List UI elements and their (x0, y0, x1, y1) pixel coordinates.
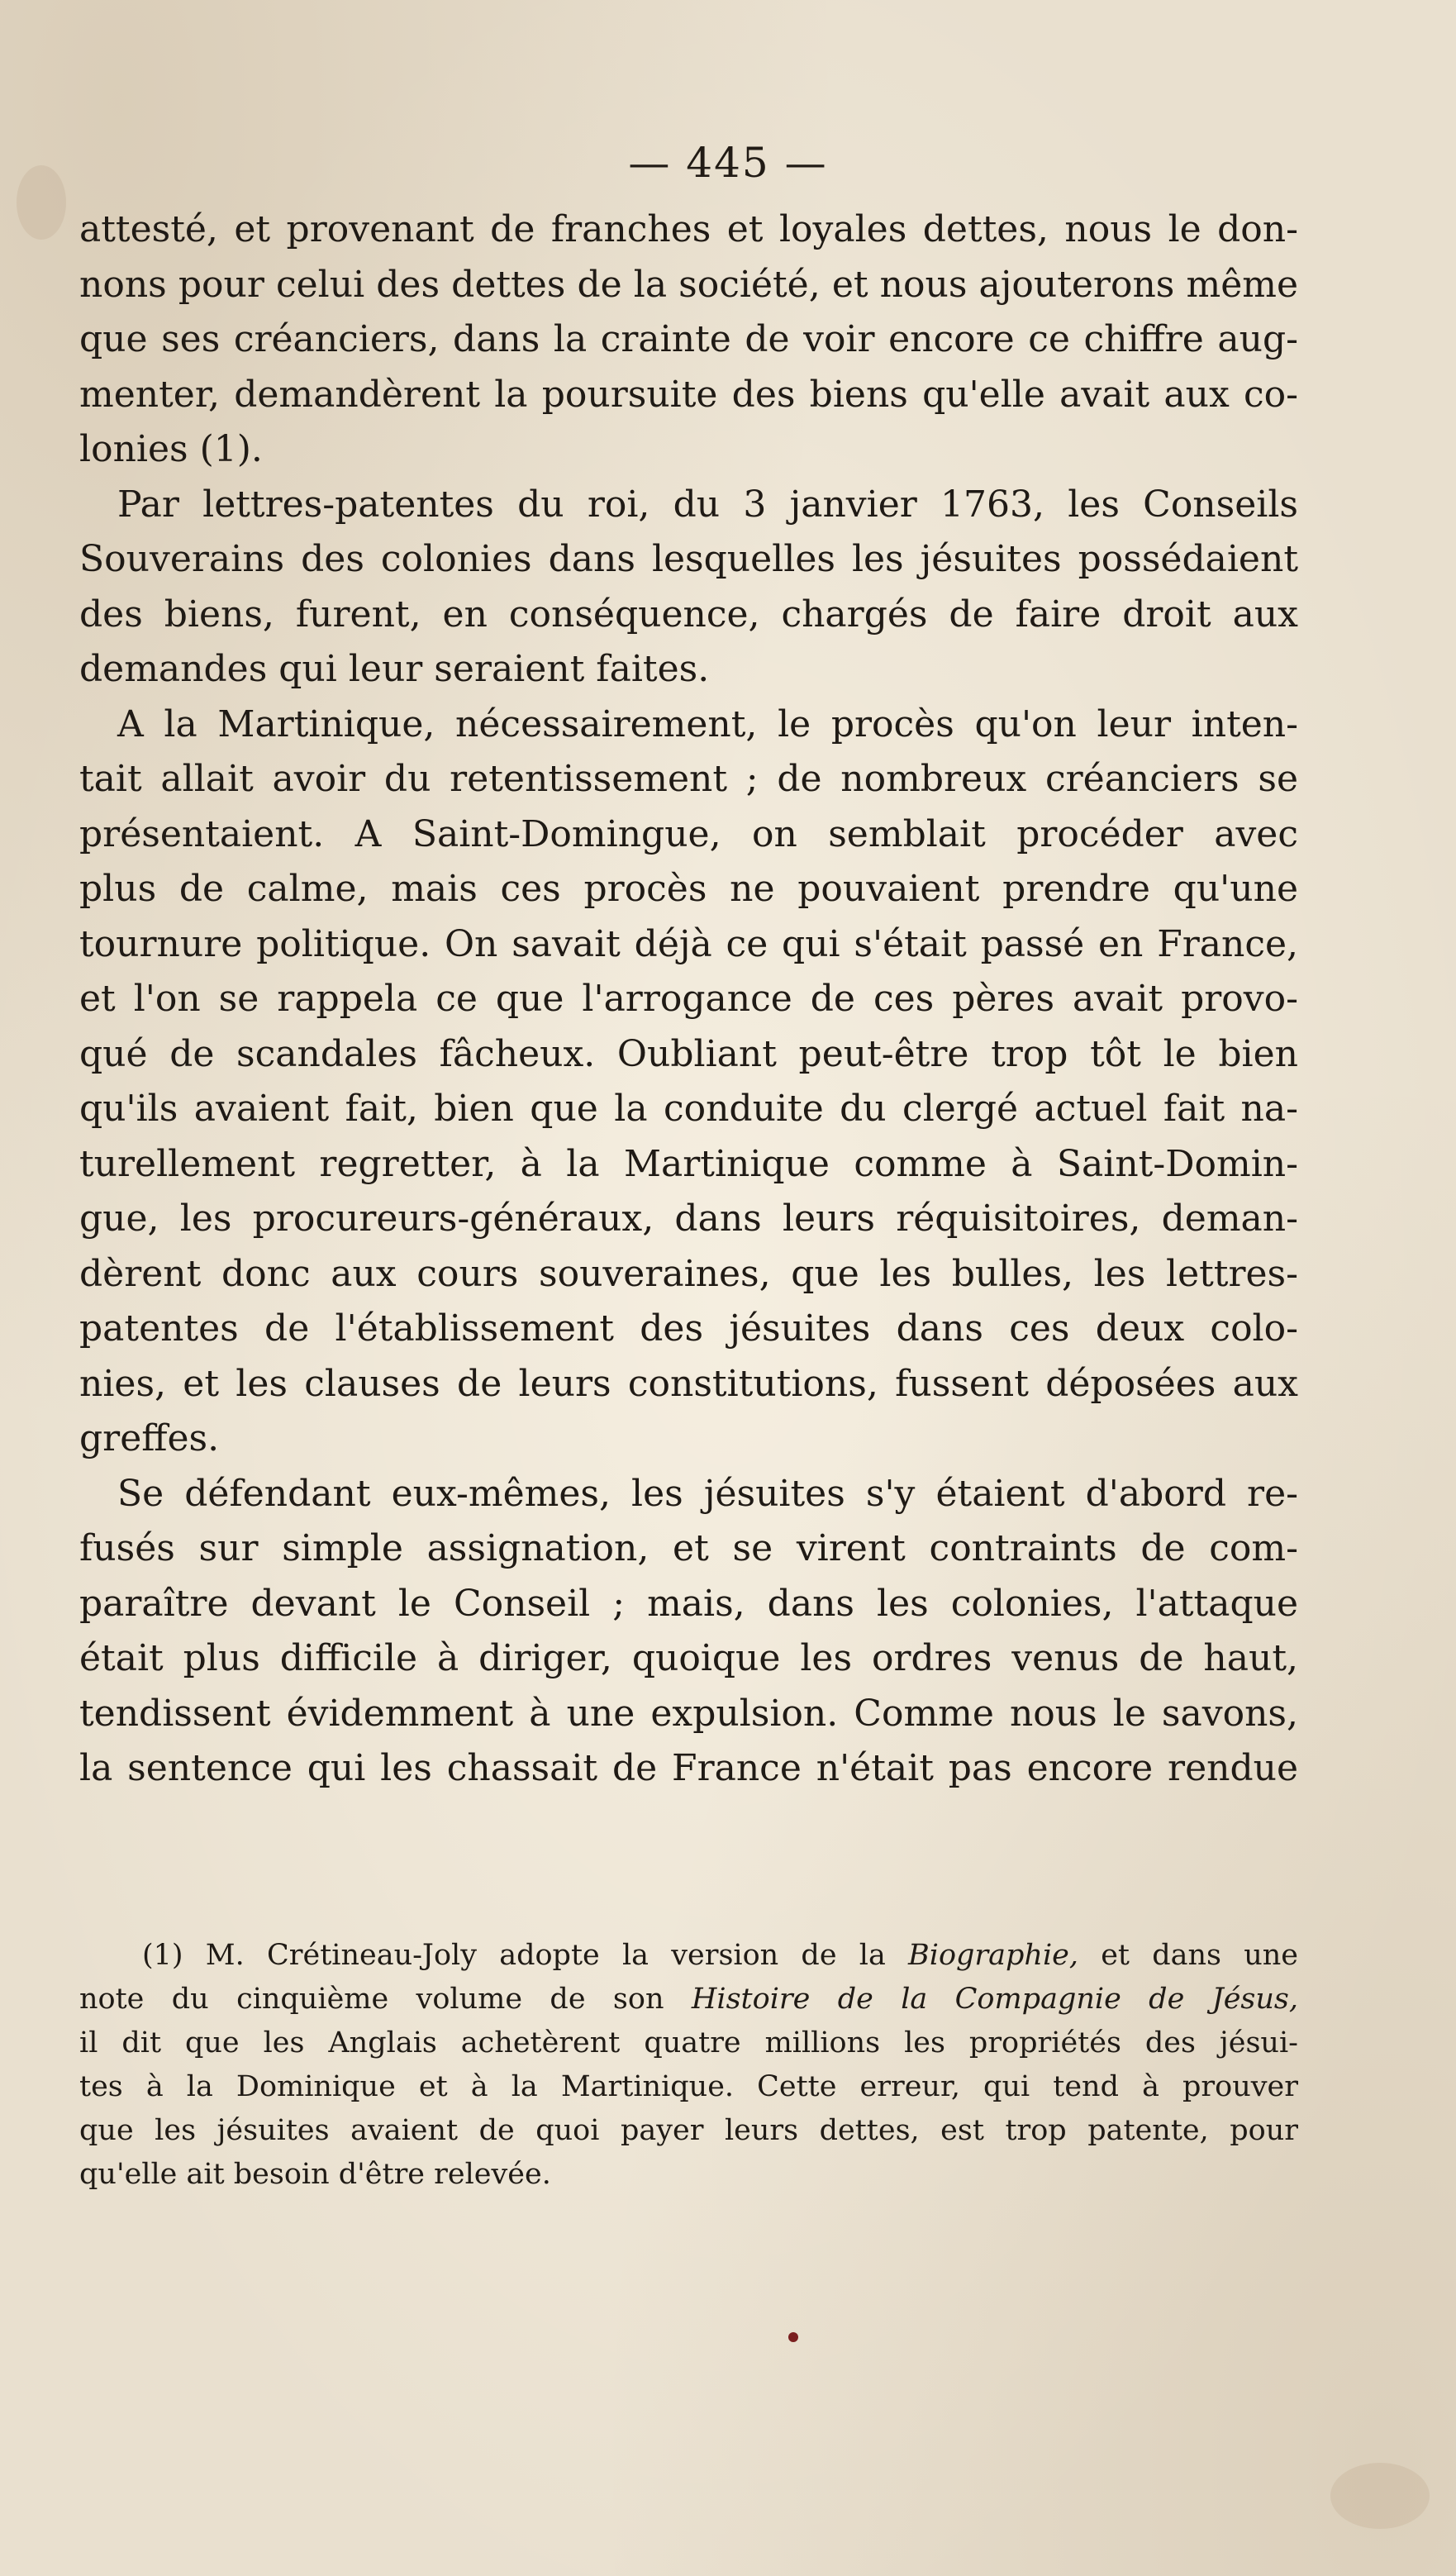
text-line: tendissent évidemment à une expulsion. Comme nous le savons, (79, 1692, 1298, 1735)
footnote-line: tes à la Dominique et à la Martinique. Cette erreur, qui tend à prouver (79, 2070, 1298, 2103)
footnote-title-histoire: Histoire de la Compagnie de Jésus, (691, 1983, 1299, 2016)
text-line: patentes de l'établissement des jésuites dans ces deux colo- (79, 1307, 1298, 1350)
footnote (79, 1934, 1298, 2197)
text-line: des biens, furent, en conséquence, chargés de faire droit aux (79, 593, 1298, 636)
text-line: que ses créanciers, dans la crainte de voir encore ce chiffre aug- (79, 318, 1298, 360)
text-line: qu'ils avaient fait, bien que la conduite du clergé actuel fait na- (79, 1088, 1298, 1130)
footnote-title-biographie: Biographie, (908, 1939, 1078, 1972)
text-line: menter, demandèrent la poursuite des biens qu'elle avait aux co- (79, 373, 1298, 416)
text-line: nons pour celui des dettes de la société, et nous ajouterons même (79, 263, 1298, 306)
text-line: A la Martinique, nécessairement, le procès qu'on leur inten- (117, 702, 1298, 745)
text-line: qué de scandales fâcheux. Oubliant peut-être trop tôt le bien (79, 1032, 1298, 1075)
body-text (79, 202, 1298, 1797)
paper-stain (1330, 2463, 1430, 2529)
text-line: Souverains des colonies dans lesquelles les jésuites possédaient (79, 538, 1298, 580)
text-line: tait allait avoir du retentissement ; de nombreux créanciers se (79, 758, 1298, 800)
footnote-line: que les jésuites avaient de quoi payer leurs dettes, est trop patente, pour (79, 2114, 1298, 2147)
text-line: demandes qui leur seraient faites. (79, 648, 710, 690)
footnote-line: (1) M. Crétineau-Joly adopte la version de la Biographie, et dans une (142, 1939, 1298, 1972)
text-line: nies, et les clauses de leurs constitutions, fussent déposées aux (79, 1362, 1298, 1405)
text-line: fusés sur simple assignation, et se virent contraints de com- (79, 1527, 1298, 1569)
text-line: turellement regretter, à la Martinique comme à Saint-Domin- (79, 1142, 1298, 1185)
text-line: plus de calme, mais ces procès ne pouvaient prendre qu'une (79, 868, 1298, 910)
text-line: greffes. (79, 1417, 220, 1459)
footnote-line: note du cinquième volume de son Histoire de la Compagnie de Jésus, (79, 1983, 1299, 2016)
footnote-marker: (1) (142, 1939, 183, 1972)
text-line: lonies (1). (79, 428, 263, 470)
text-line: tournure politique. On savait déjà ce qui s'était passé en France, (79, 922, 1298, 965)
footnote-line: il dit que les Anglais achetèrent quatre millions les propriétés des jésui- (79, 2026, 1298, 2059)
text-line: paraître devant le Conseil ; mais, dans les colonies, l'attaque (79, 1582, 1298, 1625)
text-line: la sentence qui les chassait de France n'était pas encore rendue (79, 1747, 1298, 1789)
text-line: dèrent donc aux cours souveraines, que les bulles, les lettres- (79, 1252, 1298, 1295)
text-line: gue, les procureurs-généraux, dans leurs réquisitoires, deman- (79, 1198, 1298, 1240)
text-line: attesté, et provenant de franches et loyales dettes, nous le don- (79, 208, 1298, 250)
text-line: Se défendant eux-mêmes, les jésuites s'y étaient d'abord re- (117, 1472, 1298, 1515)
text-line: était plus difficile à diriger, quoique les ordres venus de haut, (79, 1637, 1298, 1679)
ink-spot (788, 2332, 798, 2342)
text-line: présentaient. A Saint-Domingue, on semblait procéder avec (79, 812, 1298, 855)
page-number-header: — 445 — (628, 139, 828, 187)
text-line: Par lettres-patentes du roi, du 3 janvier 1763, les Conseils (117, 483, 1298, 526)
text-line: et l'on se rappela ce que l'arrogance de ces pères avait provo- (79, 978, 1298, 1020)
footnote-line: qu'elle ait besoin d'être relevée. (79, 2158, 551, 2191)
